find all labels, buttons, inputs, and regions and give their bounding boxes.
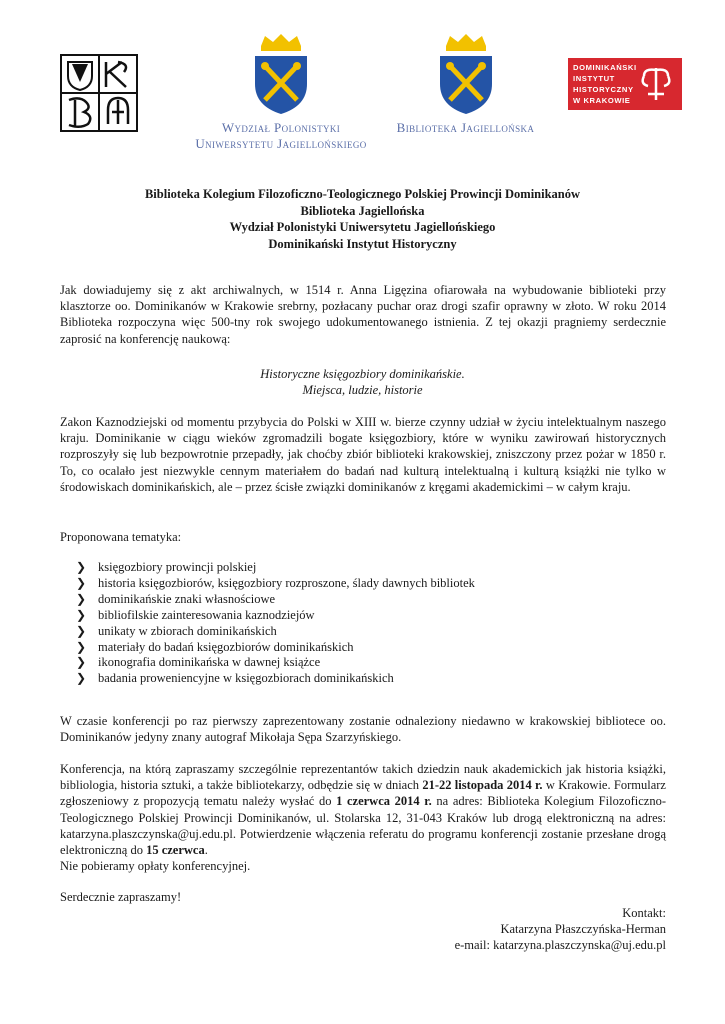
conference-title-line2: Miejsca, ludzie, historie: [302, 383, 423, 397]
list-item: ❯ księgozbiory prowincji polskiej: [76, 560, 257, 574]
chevron-right-icon: ❯: [76, 639, 87, 654]
contact-block: [455, 905, 666, 954]
dominikanski-instytut-logo: [568, 58, 682, 110]
topics-label: Proponowana tematyka:: [60, 530, 182, 544]
kolegium-monogram-logo: [60, 54, 138, 132]
header-line4: Dominikański Instytut Historyczny: [268, 236, 457, 251]
contact-label: Kontakt:: [622, 906, 666, 920]
logos-row: [0, 30, 725, 160]
dih-line4: W KRAKOWIE: [573, 96, 631, 105]
dih-line3: HISTORYCZNY: [573, 85, 634, 94]
order-paragraph: Zakon Kaznodziejski od momentu przybycia do Polski w XIII w. bierze czynny udział w życiu intelektualnym naszego kraju. Dominikanie w ciągu wieków zgromadzili bogate księgozbiory, które w wyniku zawirowań historycznych rozproszyły się lub bezpowrotnie przepadły, jak choćby zbiór biblioteki krakowskiej, zniszczony przez pożar w 1850 r. To, co ocalało jest niezwykle cennym materiałem do badań nad kulturą intelektualną i kulturą książki nie tylko w środowiskach dominikańskich, ale – przez ścisłe związki dominikanów z kręgami akademickimi – w całym kraju.: [60, 415, 666, 494]
biblioteka-jagiellonska-logo: [393, 34, 538, 136]
submission-deadline: 1 czerwca 2014 r.: [336, 794, 432, 809]
list-item: ❯ badania proweniencyjne w księgozbiorach dominikańskich: [76, 671, 394, 686]
intro-paragraph: Jak dowiadujemy się z akt archiwalnych, w 1514 r. Anna Ligęzina ofiarowała na wybudowanie biblioteki przy klasztorze oo. Dominikanów w Krakowie srebrny, pozłacany puchar oraz drogi szafir oprawny w złoto. W roku 2014 Biblioteka rozpoczyna więc 500-tny rok swojego udokumentowanego istnienia. Z tej okazji pragniemy serdecznie zaprosić na konferencję naukową:: [60, 283, 666, 346]
jagiellonian-shield-icon: [436, 34, 496, 116]
autograph-paragraph: W czasie konferencji po raz pierwszy zaprezentowany zostanie odnaleziony niedawno w krakowskiej bibliotece oo. Dominikanów jedyny znany autograf Mikołaja Sępa Szarzyńskiego.: [60, 714, 666, 745]
list-item: ❯ bibliofilskie zainteresowania kaznodziejów: [76, 607, 315, 622]
biblioteka-caption: Biblioteka Jagiellońska: [396, 120, 535, 135]
wydzial-caption-line1: Wydział Polonistyki: [221, 120, 341, 135]
contact-name: Katarzyna Płaszczyńska-Herman: [500, 922, 666, 937]
chevron-right-icon: ❯: [76, 591, 87, 606]
chevron-right-icon: ❯: [76, 623, 87, 638]
list-item: ❯ ikonografia dominikańska w dawnej książce: [76, 655, 321, 670]
organizers-header: [0, 186, 725, 252]
chevron-right-icon: ❯: [76, 655, 87, 670]
contact-email: e-mail: katarzyna.plaszczynska@uj.edu.pl: [454, 938, 666, 953]
chevron-right-icon: ❯: [76, 575, 87, 590]
dih-line2: INSTYTUT: [573, 74, 615, 83]
no-fee-note: Nie pobieramy opłaty konferencyjnej.: [60, 859, 251, 874]
list-item: ❯ historia księgozbiorów, księgozbiory rozproszone, ślady dawnych bibliotek: [76, 575, 475, 590]
confirmation-date: 15 czerwca: [146, 843, 205, 858]
dih-line1: DOMINIKAŃSKI: [573, 63, 637, 72]
wydzial-polonistyki-logo: [182, 34, 380, 152]
jagiellonian-shield-icon: [251, 34, 311, 116]
list-item: ❯ dominikańskie znaki własnościowe: [76, 591, 276, 606]
chevron-right-icon: ❯: [76, 560, 87, 574]
list-item: ❯ unikaty w zbiorach dominikańskich: [76, 623, 277, 638]
details-paragraph: Konferencja, na którą zapraszamy szczególnie reprezentantów takich dziedzin nauk akademickich jak historia książki, bibliologia, historia sztuki, a także bibliotekarzy, odbędzie się w dniach 21-22 listopada 2014 r. w Krakowie. Formularz zgłoszeniowy z propozycją tematu należy wysłać do 1 czerwca 2014 r. na adres: Biblioteka Kolegium Filozoficzno-Teologicznego Polskiej Prowincji Dominikanów, ul. Stolarska 12, 31-043 Kraków lub drogą elektroniczną na adres: katarzyna.plaszczynska@uj.edu.pl. Potwierdzenie włączenia referatu do programu konferencji zostanie przesłane drogą elektroniczną do 15 czerwca. Nie pobieramy opłaty konferencyjnej.: [60, 762, 667, 874]
closing-line: Serdecznie zapraszamy!: [60, 890, 182, 904]
header-line3: Wydział Polonistyki Uniwersytetu Jagiellońskiego: [229, 220, 496, 234]
conference-title: [0, 366, 725, 398]
conference-title-line1: Historyczne księgozbiory dominikańskie.: [260, 367, 465, 381]
chevron-right-icon: ❯: [76, 671, 87, 686]
list-item: ❯ materiały do badań księgozbiorów dominikańskich: [76, 639, 354, 654]
header-line2: Biblioteka Jagiellońska: [300, 203, 425, 218]
conference-date: 21-22 listopada 2014 r.: [422, 778, 543, 793]
wydzial-caption-line2: Uniwersytetu Jagiellońskiego: [195, 136, 367, 151]
topics-list: [76, 560, 636, 687]
chevron-right-icon: ❯: [76, 607, 87, 622]
header-line1: Biblioteka Kolegium Filozoficzno-Teologicznego Polskiej Prowincji Dominikanów: [144, 187, 581, 201]
dih-emblem-icon: [636, 64, 676, 104]
